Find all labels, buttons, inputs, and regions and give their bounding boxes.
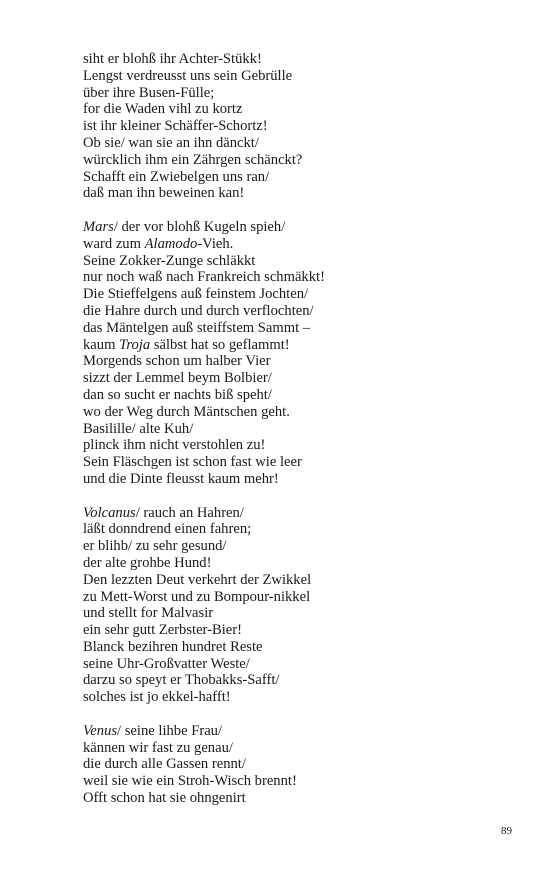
page-number: 89	[501, 825, 512, 837]
italic-name: Mars	[83, 218, 114, 235]
verse-line	[83, 454, 523, 471]
verse-line	[83, 320, 523, 337]
verse-text: kaum	[83, 336, 120, 353]
verse-text: -Vieh.	[197, 235, 234, 252]
poem-text	[83, 51, 523, 824]
verse-text: for die Waden vihl zu kortz	[83, 101, 243, 118]
verse-text: wo der Weg durch Mäntschen geht.	[83, 403, 290, 420]
verse-text: plinck ihm nicht verstohlen zu!	[83, 437, 266, 454]
verse-text: Basilille/ alte Kuh/	[83, 420, 194, 437]
verse-line	[83, 286, 523, 303]
verse-line	[83, 689, 523, 706]
verse-line	[83, 370, 523, 387]
verse-line	[83, 303, 523, 320]
verse-line	[83, 605, 523, 622]
verse-line	[83, 337, 523, 354]
verse-text: über ihre Busen-Fülle;	[83, 84, 215, 101]
verse-text: / rauch an Hahren/	[135, 504, 244, 521]
verse-line	[83, 572, 523, 589]
verse-line	[83, 723, 523, 740]
verse-line	[83, 387, 523, 404]
verse-line	[83, 185, 523, 202]
italic-name: Venus	[83, 722, 118, 739]
verse-line	[83, 68, 523, 85]
verse-line	[83, 236, 523, 253]
verse-line	[83, 471, 523, 488]
italic-name: Alamodo	[144, 235, 198, 252]
verse-line	[83, 269, 523, 286]
stanza	[83, 505, 523, 707]
verse-text: der alte grohbe Hund!	[83, 554, 212, 571]
verse-line	[83, 253, 523, 270]
verse-text: die durch alle Gassen rennt/	[83, 756, 246, 773]
verse-text: Offt schon hat sie ohngenirt	[83, 790, 246, 807]
verse-text: daß man ihn beweinen kan!	[83, 185, 245, 202]
stanza	[83, 51, 523, 202]
verse-text: Seine Zokker-Zunge schläkkt	[83, 252, 256, 269]
verse-text: würcklich ihm ein Zährgen schänckt?	[83, 151, 303, 168]
verse-text: ein sehr gutt Zerbster-Bier!	[83, 622, 242, 639]
verse-text: ward zum	[83, 235, 145, 252]
verse-text: kännen wir fast zu genau/	[83, 739, 233, 756]
verse-line	[83, 421, 523, 438]
italic-name: Troja	[119, 336, 151, 353]
verse-text: das Mäntelgen auß steiffstem Sammt –	[83, 319, 311, 336]
verse-line	[83, 353, 523, 370]
verse-line	[83, 101, 523, 118]
verse-text: sälbst hat so geflammt!	[150, 336, 290, 353]
verse-text: sizzt der Lemmel beym Bolbier/	[83, 370, 272, 387]
verse-line	[83, 656, 523, 673]
verse-line	[83, 740, 523, 757]
verse-text: Morgends schon um halber Vier	[83, 353, 271, 370]
italic-name: Volcanus	[83, 504, 136, 521]
verse-text: / seine lihbe Frau/	[117, 722, 223, 739]
stanza	[83, 219, 523, 488]
verse-text: und stellt for Malvasir	[83, 605, 214, 622]
verse-text: Sein Fläschgen ist schon fast wie leer	[83, 454, 302, 471]
verse-line	[83, 437, 523, 454]
verse-text: zu Mett-Worst und zu Bompour-nikkel	[83, 588, 311, 605]
verse-text: Schafft ein Zwiebelgen uns ran/	[83, 168, 270, 185]
verse-line	[83, 639, 523, 656]
verse-text: nur noch waß nach Frankreich schmäkkt!	[83, 269, 325, 286]
verse-text: solches ist jo ekkel-hafft!	[83, 689, 231, 706]
verse-text: siht er blohß ihr Achter-Stükk!	[83, 51, 262, 67]
verse-line	[83, 756, 523, 773]
verse-line	[83, 521, 523, 538]
verse-line	[83, 85, 523, 102]
verse-text: dan so sucht er nachts biß speht/	[83, 386, 272, 403]
verse-line	[83, 152, 523, 169]
verse-text: die Hahre durch und durch verflochten/	[83, 302, 314, 319]
verse-line	[83, 51, 523, 68]
verse-text: weil sie wie ein Stroh-Wisch brennt!	[83, 773, 297, 790]
verse-text: Blanck bezihren hundret Reste	[83, 638, 263, 655]
verse-text: Die Stieffelgens auß feinstem Jochten/	[83, 286, 309, 303]
verse-line	[83, 169, 523, 186]
verse-text: Ob sie/ wan sie an ihn dänckt/	[83, 134, 259, 151]
verse-line	[83, 773, 523, 790]
verse-text: Lengst verdreusst uns sein Gebrülle	[83, 67, 293, 84]
verse-line	[83, 790, 523, 807]
stanza	[83, 723, 523, 807]
verse-line	[83, 538, 523, 555]
verse-line	[83, 219, 523, 236]
verse-text: seine Uhr-Großvatter Weste/	[83, 655, 250, 672]
verse-text: Den lezzten Deut verkehrt der Zwikkel	[83, 571, 312, 588]
verse-text: er blihb/ zu sehr gesund/	[83, 538, 227, 555]
verse-line	[83, 622, 523, 639]
verse-text: ist ihr kleiner Schäffer-Schortz!	[83, 118, 268, 135]
verse-text: / der vor blohß Kugeln spieh/	[113, 218, 286, 235]
verse-line	[83, 672, 523, 689]
verse-text: und die Dinte fleusst kaum mehr!	[83, 470, 279, 487]
verse-line	[83, 505, 523, 522]
verse-line	[83, 118, 523, 135]
verse-line	[83, 589, 523, 606]
verse-text: darzu so speyt er Thobakks-Safft/	[83, 672, 280, 689]
verse-line	[83, 555, 523, 572]
verse-line	[83, 135, 523, 152]
verse-line	[83, 404, 523, 421]
verse-text: läßt donndrend einen fahren;	[83, 521, 252, 538]
